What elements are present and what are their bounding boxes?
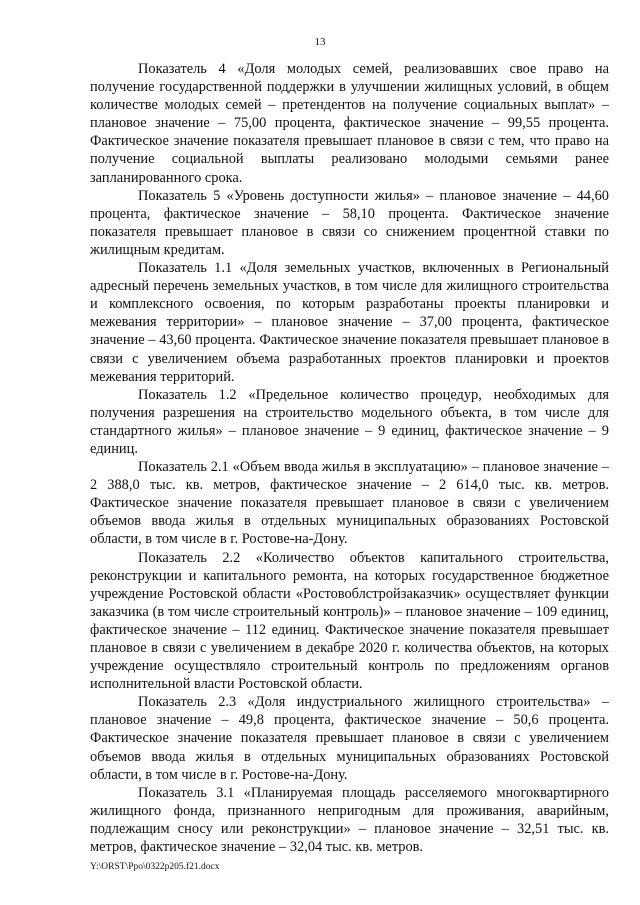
paragraph-indicator-1-2: Показатель 1.2 «Предельное количество процедур, необходимых для получения разрешения на строительство модельного объекта, в том числе для стандартного жилья» – плановое значение – 9 единиц, фактическое значение – 9 единиц. — [90, 386, 609, 457]
paragraph-indicator-3-1: Показатель 3.1 «Планируемая площадь расселяемого многоквартирного жилищного фонда, признанного непригодным для проживания, аварийным, подлежащим сносу или реконструкции» – плановое значение – 32,51 тыс. кв. метров, фактическое значение – 32,04 тыс. кв. метров. — [90, 784, 609, 856]
paragraph-indicator-1-1: Показатель 1.1 «Доля земельных участков, включенных в Региональный адресный перечень земельных участков, в том числе для жилищного строительства и комплексного освоения, по которым разработаны проекты планировки и межевания территории» – плановое значение – 37,00 процента, фактическое значение – 43,60 процента. Фактическое значение показателя превышает плановое в связи с увеличением объема разработанных проектов планировки и проектов межевания территорий. — [90, 260, 609, 385]
paragraph-indicator-2-3: Показатель 2.3 «Доля индустриального жилищного строительства» – плановое значение – 49,8 процента, фактическое значение – 50,6 процента. Фактическое значение показателя превышает плановое в связи с увеличением объемов ввода жилья в отдельных муниципальных образованиях Ростовской области, в том числе в г. Ростове-на-Дону. — [90, 694, 609, 783]
paragraph-indicator-4: Показатель 4 «Доля молодых семей, реализовавших свое право на получение государственной поддержки в улучшении жилищных условий, в общем количестве молодых семей – претендентов на получение социальных выплат» – плановое значение – 75,00 процента, фактическое значение – 99,55 процента. Фактическое значение показателя превышает плановое в связи с тем, что право на получение социальной выплаты реализовано молодыми семьями ранее запланированного срока. — [90, 61, 609, 186]
paragraph-indicator-5: Показатель 5 «Уровень доступности жилья» – плановое значение – 44,60 процента, фактическое значение – 58,10 процента. Фактическое значение показателя превышает плановое в связи со снижением процентной ставки по жилищным кредитам. — [90, 187, 609, 258]
footer-file-path: Y:\ORST\Ppo\0322p205.f21.docx — [90, 862, 220, 872]
paragraph-indicator-2-1: Показатель 2.1 «Объем ввода жилья в эксплуатацию» – плановое значение – 2 388,0 тыс. кв. метров, фактическое значение – 2 614,0 тыс. кв. метров. Фактическое значение показателя превышает плановое в связи с увеличением объемов ввода жилья в отдельных муниципальных образованиях Ростовской области, в том числе в г. Ростове-на-Дону. — [90, 459, 609, 548]
page-number: 13 — [314, 36, 326, 48]
paragraph-indicator-2-2: Показатель 2.2 «Количество объектов капитального строительства, реконструкции и капитального ремонта, на которых государственное бюджетное учреждение Ростовской области «Ростовоблстройзаказчик» осуществляет функции заказчика (в том числе строительный контроль)» – плановое значение – 109 единиц, фактическое значение – 112 единиц. Фактическое значение показателя превышает плановое в связи с увеличением в декабре 2020 г. количества объектов, на которых учреждение осуществляло строительный контроль по предложениям органов исполнительной власти Ростовской области. — [90, 549, 609, 693]
document-body — [90, 60, 609, 856]
